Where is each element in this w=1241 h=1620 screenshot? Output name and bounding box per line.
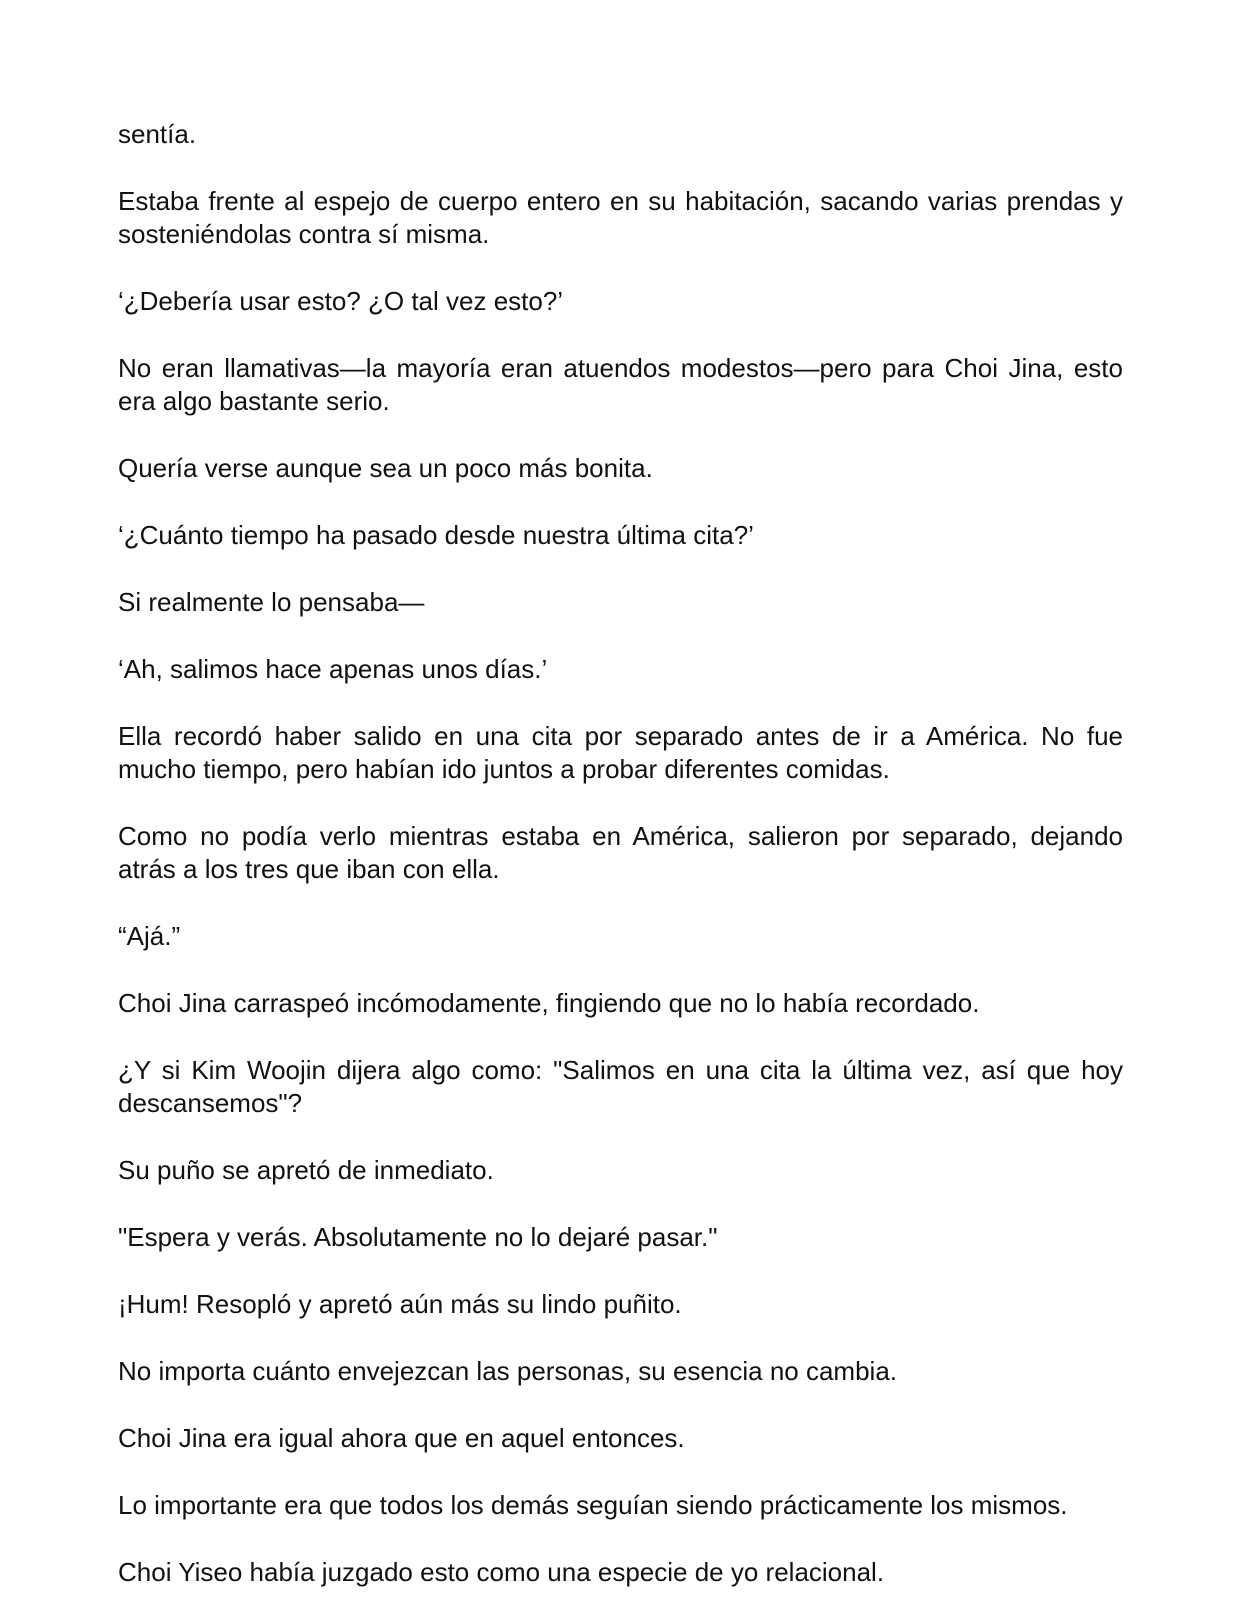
paragraph: Choi Jina era igual ahora que en aquel entonces. — [118, 1423, 685, 1453]
paragraph: No importa cuánto envejezcan las personas, su esencia no cambia. — [118, 1356, 897, 1386]
document-body — [118, 118, 1123, 1620]
paragraph: "Espera y verás. Absolutamente no lo dejaré pasar." — [118, 1222, 718, 1252]
paragraph: Choi Jina carraspeó incómodamente, fingiendo que no lo había recordado. — [118, 988, 980, 1018]
paragraph: ‘Ah, salimos hace apenas unos días.’ — [118, 654, 548, 684]
paragraph: Choi Yiseo había juzgado esto como una especie de yo relacional. — [118, 1557, 885, 1587]
paragraph: Si realmente lo pensaba— — [118, 587, 425, 617]
paragraph: ¿Y si Kim Woojin dijera algo como: "Salimos en una cita la última vez, así que hoy descansemos"? — [118, 1055, 1123, 1118]
paragraph: Como no podía verlo mientras estaba en América, salieron por separado, dejando atrás a los tres que iban con ella. — [118, 821, 1123, 884]
paragraph: ¡Hum! Resopló y apretó aún más su lindo puñito. — [118, 1289, 682, 1319]
paragraph: sentía. — [118, 119, 197, 149]
paragraph: Ella recordó haber salido en una cita por separado antes de ir a América. No fue mucho tiempo, pero habían ido juntos a probar diferentes comidas. — [118, 721, 1123, 784]
paragraph: “Ajá.” — [118, 921, 181, 951]
paragraph: Su puño se apretó de inmediato. — [118, 1155, 494, 1185]
paragraph: Estaba frente al espejo de cuerpo entero en su habitación, sacando varias prendas y sosteniéndolas contra sí misma. — [118, 186, 1123, 249]
paragraph: ‘¿Cuánto tiempo ha pasado desde nuestra última cita?’ — [118, 520, 754, 550]
paragraph: No eran llamativas—la mayoría eran atuendos modestos—pero para Choi Jina, esto era algo bastante serio. — [118, 353, 1123, 416]
paragraph: Lo importante era que todos los demás seguían siendo prácticamente los mismos. — [118, 1490, 1068, 1520]
paragraph: ‘¿Debería usar esto? ¿O tal vez esto?’ — [118, 286, 564, 316]
paragraph: Quería verse aunque sea un poco más bonita. — [118, 453, 653, 483]
